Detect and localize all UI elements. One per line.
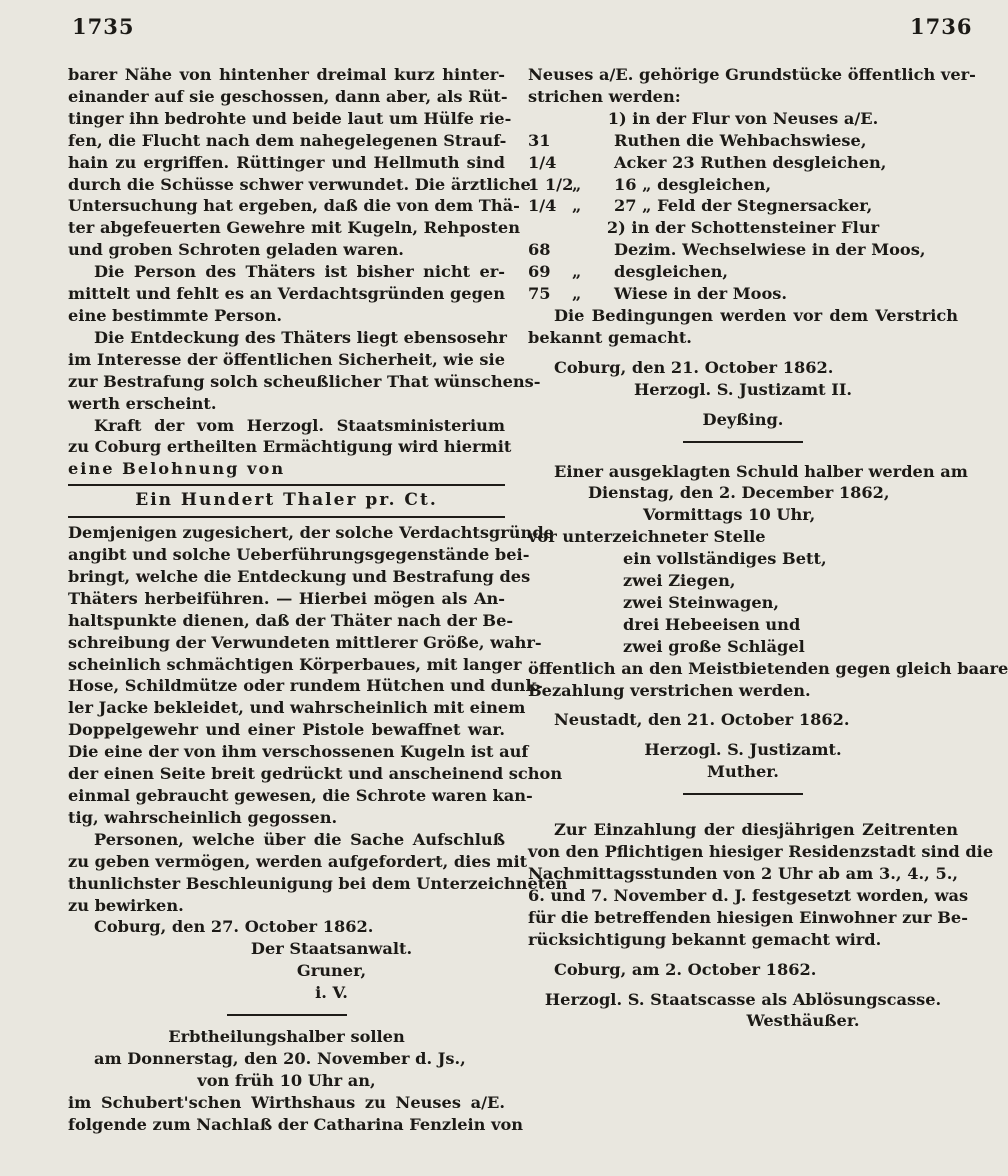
flur-heading: 1) in der Flur von Neuses a/E.: [607, 108, 879, 128]
land-desc: Acker 23 Ruthen desgleichen,: [614, 152, 887, 172]
signature-line: Herzogl. S. Justizamt II.: [633, 379, 853, 399]
paragraph-incident: [68, 64, 531, 261]
ditto-mark: [572, 152, 614, 174]
ditto-mark: „: [572, 174, 582, 194]
text-line: öffentlich an den Meistbietenden gegen gleich baare: [528, 658, 1008, 678]
signature-line: Herzogl. S. Staatscasse als Ablösungscasse.: [544, 989, 942, 1009]
page-number-left: 1735: [72, 14, 135, 39]
page-number-right: 1736: [910, 14, 973, 39]
text-line: zu geben vermögen, werden aufgefordert, dies mit: [68, 851, 528, 871]
text-line: ter abgefeuerten Gewehre mit Kugeln, Rehposten: [68, 218, 520, 238]
land-qty: 1/4: [528, 196, 557, 216]
text-line: Erbtheilungshalber sollen: [168, 1027, 405, 1047]
divider-rule: [68, 484, 505, 486]
text-line: bringt, welche die Entdeckung und Bestrafung des: [68, 566, 531, 586]
text-line: von den Pflichtigen hiesiger Residenzstadt sind die: [528, 842, 994, 862]
paragraph-call-for-information: [68, 829, 568, 917]
text-line: strichen werden:: [528, 86, 681, 106]
text-line: im Interesse der öffentlichen Sicherheit, wie sie: [68, 349, 505, 369]
reward-heading: Ein Hundert Thaler pr. Ct.: [135, 490, 438, 511]
text-line: rücksichtigung bekannt gemacht wird.: [528, 929, 882, 949]
land-desc: 27 „ Feld der Stegnersacker,: [614, 196, 873, 216]
text-line: ler Jacke bekleidet, und wahrscheinlich mit einem: [68, 698, 526, 718]
place-date: Neustadt, den 21. October 1862.: [554, 710, 850, 730]
text-line: hain zu ergriffen. Rüttinger und Hellmuth sind: [68, 152, 505, 172]
text-line: zu bewirken.: [68, 895, 184, 915]
divider-rule: [683, 441, 803, 443]
text-line: durch die Schüsse schwer verwundet. Die ärztliche: [68, 174, 531, 194]
divider-rule: [227, 1014, 347, 1016]
notice-estate-sale: [68, 1026, 524, 1136]
text-line: folgende zum Nachlaß der Catharina Fenzlein von: [68, 1114, 524, 1134]
text-line: zu Coburg ertheilten Ermächtigung wird hiermit: [68, 437, 512, 457]
notice-debt-auction: [528, 461, 1008, 702]
ditto-mark: [572, 239, 614, 261]
land-desc: Ruthen die Wehbachswiese,: [614, 130, 867, 150]
text-line: am Donnerstag, den 20. November d. Js.,: [94, 1048, 466, 1068]
signature-line: Muther.: [707, 762, 779, 782]
text-line: Die Person des Thäters ist bisher nicht er-: [94, 262, 505, 282]
land-desc: Wiese in der Moos.: [614, 284, 787, 304]
ditto-mark: [572, 130, 614, 152]
right-column: [528, 64, 1008, 1032]
text-line: Demjenigen zugesichert, der solche Verdachtsgründe: [68, 523, 554, 543]
signature-line: Deyßing.: [702, 409, 784, 429]
text-line: zwei große Schlägel: [623, 636, 805, 656]
land-list-schottenstein: [528, 239, 958, 305]
land-desc: Dezim. Wechselwiese in der Moos,: [614, 240, 926, 260]
text-line: Die Bedingungen werden vor dem Verstrich: [554, 305, 958, 325]
ditto-mark: „: [572, 262, 582, 282]
land-qty: 75: [528, 284, 551, 304]
text-line: zwei Ziegen,: [623, 571, 736, 591]
text-line: angibt und solche Ueberführungsgegenstände bei-: [68, 545, 530, 565]
land-list-neuses: [528, 130, 958, 218]
text-line: tinger ihn bedrohte und beide laut um Hülfe rie-: [68, 108, 512, 128]
land-desc: 16 „ desgleichen,: [614, 174, 772, 194]
text-line: vor unterzeichneter Stelle: [528, 527, 766, 547]
land-qty: 1 1/2: [528, 174, 574, 194]
text-line: mittelt und fehlt es an Verdachtsgründen gegen: [68, 284, 505, 304]
place-date: Coburg, den 27. October 1862.: [94, 917, 374, 937]
text-line: Einer ausgeklagten Schuld halber werden am: [554, 461, 968, 481]
land-desc: desgleichen,: [614, 262, 728, 282]
text-line: Vormittags 10 Uhr,: [643, 505, 816, 525]
text-line: Nachmittagsstunden von 2 Uhr ab am 3., 4., 5.,: [528, 864, 958, 883]
text-line: 6. und 7. November d. J. festgesetzt worden, was: [528, 885, 969, 905]
text-line: zur Bestrafung solch scheußlicher That wünschens-: [68, 371, 541, 391]
text-line: haltspunkte dienen, daß der Thäter nach der Be-: [68, 610, 514, 630]
text-line: bekannt gemacht.: [528, 327, 692, 347]
text-line: Thäters herbeiführen. — Hierbei mögen als An-: [68, 588, 505, 608]
text-line: tig, wahrscheinlich gegossen.: [68, 807, 338, 827]
signature-line: Der Staatsanwalt.: [250, 939, 413, 959]
ditto-mark: „: [572, 284, 582, 304]
text-line: Untersuchung hat ergeben, daß die von dem Thä-: [68, 196, 520, 216]
text-line: Neuses a/E. gehörige Grundstücke öffentlich ver-: [528, 65, 976, 84]
flur-heading: 2) in der Schottensteiner Flur: [606, 218, 880, 238]
text-line: für die betreffenden hiesigen Einwohner zur Be-: [528, 907, 968, 927]
ditto-mark: „: [572, 196, 582, 216]
signature-line: Herzogl. S. Justizamt.: [644, 740, 842, 760]
text-line: im Schubert'schen Wirthshaus zu Neuses a/E.: [68, 1092, 505, 1112]
text-line: werth erscheint.: [68, 393, 217, 413]
text-line: ein vollständiges Bett,: [623, 549, 827, 569]
text-line: Zur Einzahlung der diesjährigen Zeitrenten: [554, 820, 958, 840]
paragraph-perpetrator-unknown: [68, 261, 505, 327]
paragraph-public-interest: [68, 327, 541, 415]
land-qty: 31: [528, 130, 551, 150]
place-date: Coburg, am 2. October 1862.: [554, 959, 817, 979]
paragraph-authorization: [68, 415, 512, 481]
text-line: Doppelgewehr und einer Pistole bewaffnet war.: [68, 720, 505, 740]
text-line: Die eine der von ihm verschossenen Kugeln ist auf: [68, 742, 529, 762]
place-date: Coburg, den 21. October 1862.: [554, 357, 834, 377]
divider-rule: [68, 516, 505, 518]
text-line: Kraft der vom Herzogl. Staatsministerium: [94, 415, 505, 435]
text-line: Die Entdeckung des Thäters liegt ebensosehr: [94, 327, 507, 347]
text-line: Dienstag, den 2. December 1862,: [588, 483, 890, 503]
land-qty: 68: [528, 240, 551, 260]
text-line: der einen Seite breit gedrückt und anscheinend schon: [68, 764, 563, 784]
signature-line: i. V.: [315, 983, 348, 1003]
text-line: Bezahlung verstrichen werden.: [528, 680, 811, 700]
text-line: barer Nähe von hintenher dreimal kurz hinter-: [68, 65, 505, 84]
text-line: einmal gebraucht gewesen, die Schrote waren kan-: [68, 786, 533, 805]
text-line: eine bestimmte Person.: [68, 305, 283, 325]
text-line: scheinlich schmächtigen Körperbaues, mit langer: [68, 654, 522, 674]
text-line: thunlichster Beschleunigung bei dem Unterzeichneten: [68, 873, 568, 893]
text-line: Hose, Schildmütze oder rundem Hütchen und dunk-: [68, 676, 543, 696]
text-line: Personen, welche über die Sache Aufschluß: [94, 829, 505, 849]
text-line: einander auf sie geschossen, dann aber, als Rüt-: [68, 86, 508, 106]
text-line: eine Belohnung von: [68, 459, 286, 479]
text-line: von früh 10 Uhr an,: [197, 1070, 376, 1090]
text-line: zwei Steinwagen,: [623, 592, 780, 612]
text-line: schreibung der Verwundeten mittlerer Größe, wahr-: [68, 632, 542, 652]
signature-line: Gruner,: [296, 961, 367, 981]
text-line: und groben Schroten geladen waren.: [68, 240, 404, 260]
divider-rule: [683, 793, 803, 795]
land-qty: 69: [528, 262, 551, 282]
paragraph-reward-conditions: [68, 522, 563, 829]
text-line: drei Hebeeisen und: [623, 614, 801, 634]
land-qty: 1/4: [528, 152, 557, 172]
notice-annuity-payment: [528, 819, 994, 950]
signature-line: Westhäußer.: [746, 1011, 860, 1031]
text-line: fen, die Flucht nach dem nahegelegenen Strauf-: [68, 130, 507, 150]
